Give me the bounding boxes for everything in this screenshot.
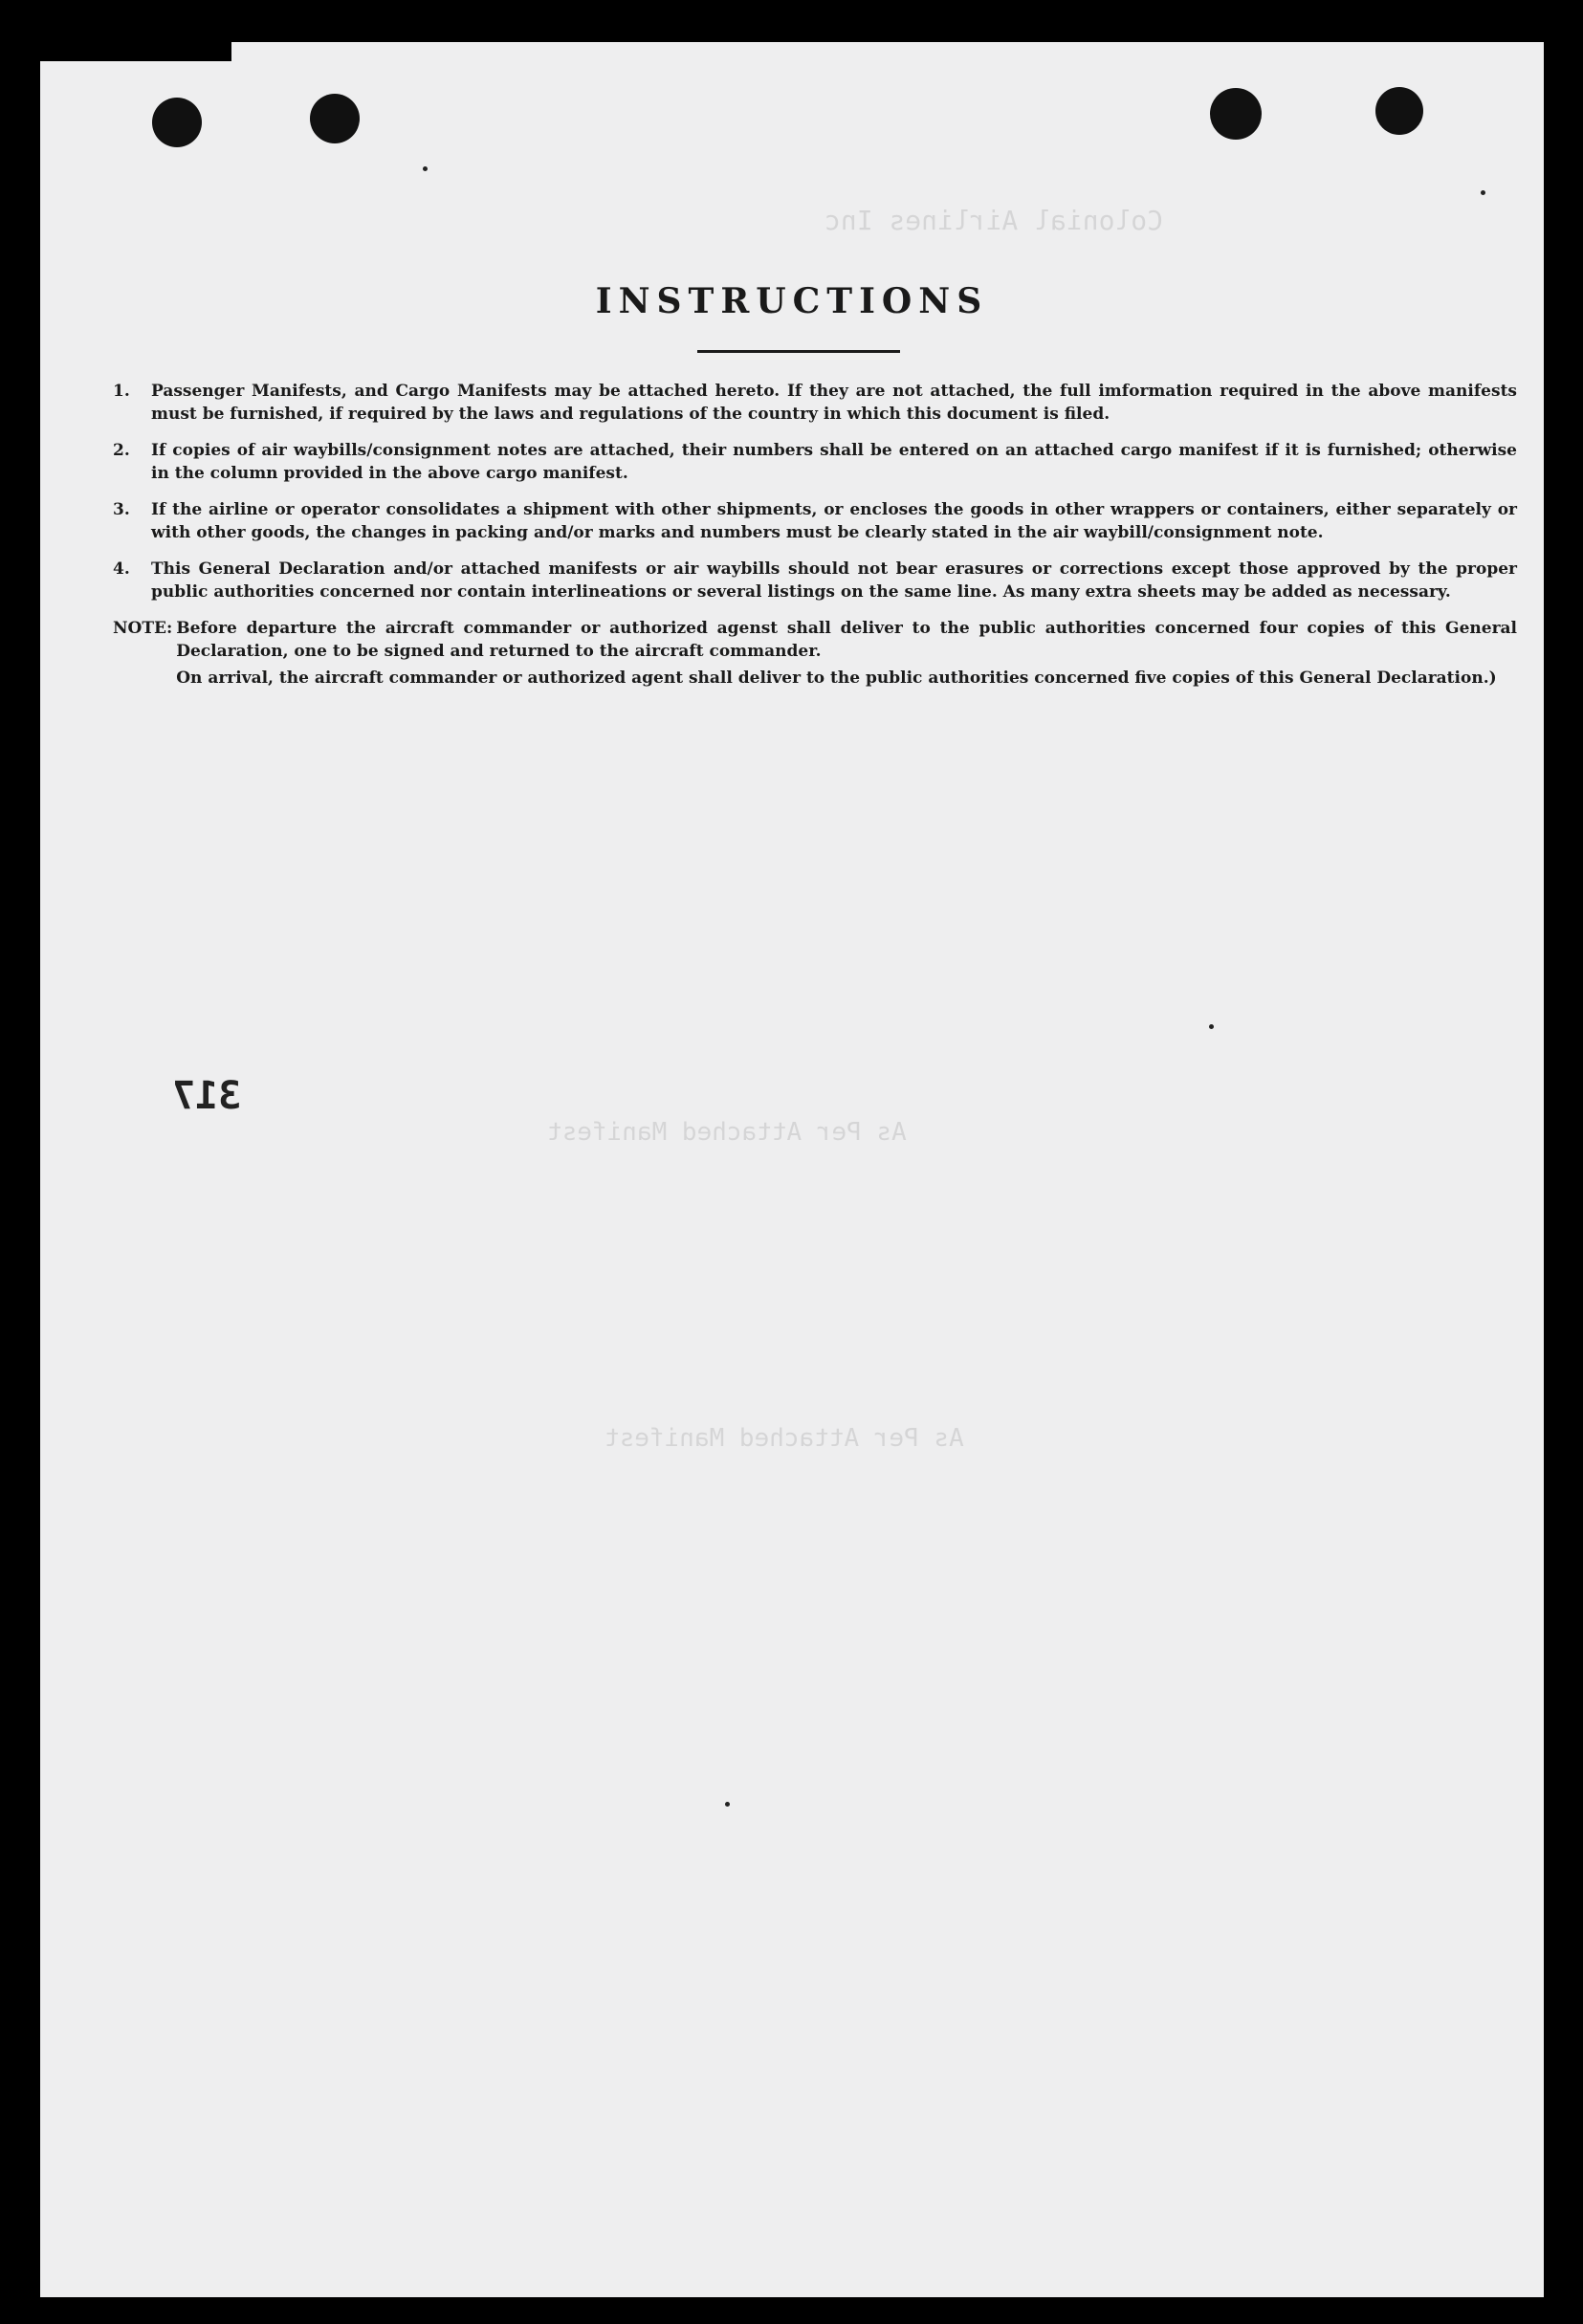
speck bbox=[1481, 190, 1485, 195]
note-block bbox=[113, 617, 1517, 693]
document-page bbox=[40, 42, 1544, 2297]
bleed-through-text: As Per Attached Manifest bbox=[605, 1424, 964, 1453]
speck bbox=[1209, 1024, 1214, 1029]
instruction-text: If copies of air waybills/consignment notes are attached, their numbers shall be entered on an attached cargo manifest if it is furnished; otherwise in the column provided in the above cargo manifest. bbox=[151, 441, 1517, 483]
note-body bbox=[176, 617, 1517, 693]
instruction-number: 1. bbox=[113, 382, 130, 401]
instruction-number: 4. bbox=[113, 559, 130, 579]
page-corner-shadow bbox=[40, 42, 231, 61]
punch-hole-1 bbox=[152, 98, 202, 147]
note-paragraph: Before departure the aircraft commander or authorized agenst shall deliver to the public authorities concerned four copies of this General Declaration, one to be signed and returned to the aircraft commander. bbox=[176, 619, 1517, 661]
instruction-item bbox=[113, 439, 1517, 485]
stamp-number: 317 bbox=[172, 1074, 242, 1118]
note-label: NOTE: bbox=[113, 619, 173, 638]
instruction-item bbox=[113, 558, 1517, 603]
instruction-text: This General Declaration and/or attached manifests or air waybills should not bear erasures or corrections except those approved by the proper public authorities concerned nor contain interlineations or several listings on the same line. As many extra sheets may be added as necessary. bbox=[151, 559, 1517, 602]
instruction-number: 3. bbox=[113, 500, 130, 519]
instruction-number: 2. bbox=[113, 441, 130, 460]
instruction-text: If the airline or operator consolidates a shipment with other shipments, or encloses the goods in other wrappers or containers, either separately or with other goods, the changes in packing and/or marks and numbers must be clearly stated in the air waybill/consignment note. bbox=[151, 500, 1517, 542]
speck bbox=[725, 1802, 730, 1807]
bleed-through-text: Colonial Airlines Inc bbox=[824, 205, 1164, 236]
instruction-item bbox=[113, 498, 1517, 544]
speck bbox=[423, 166, 428, 171]
instructions-list bbox=[113, 380, 1517, 693]
note-paragraph: On arrival, the aircraft commander or authorized agent shall deliver to the public authorities concerned five copies of this General Declaration.) bbox=[176, 669, 1497, 688]
punch-hole-3 bbox=[1210, 88, 1262, 140]
title-underline bbox=[697, 350, 900, 353]
punch-hole-4 bbox=[1375, 87, 1423, 135]
bleed-through-text: As Per Attached Manifest bbox=[547, 1118, 907, 1147]
instruction-text: Passenger Manifests, and Cargo Manifests may be attached hereto. If they are not attached, the full imformation required in the above manifests must be furnished, if required by the laws and regulations of the country in which this document is filed. bbox=[151, 382, 1517, 424]
punch-hole-2 bbox=[310, 94, 360, 143]
page-title: INSTRUCTIONS bbox=[595, 281, 989, 321]
instruction-item bbox=[113, 380, 1517, 426]
